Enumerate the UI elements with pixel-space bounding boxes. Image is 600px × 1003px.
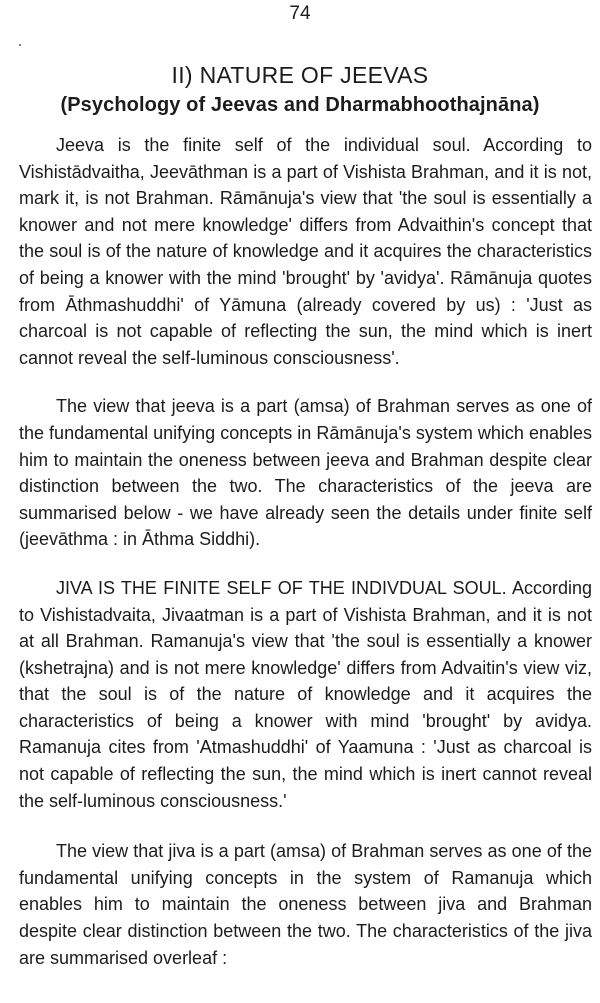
paragraph-1: Jeeva is the finite self of the individual soul. According to Vishistādvaitha, Jeevāthman is a part of Vishista Brahman, and it is not, mark it, is not Brahman. Rāmānuja's view that 'the soul is essentially a knower and not mere knowledge' differs from Advaithin's concept that the soul is of the nature of knowledge and it acquires the characteristics of being a knower with the mind 'brought' by 'avidya'. Rāmānuja quotes from Āthmashuddhi' of Yāmuna (already covered by us) : 'Just as charcoal is not capable of reflecting the sun, the mind which is inert cannot reveal the self-luminous consciousness'. <box>19 135 592 368</box>
paragraph-4: The view that jiva is a part (amsa) of Brahman serves as one of the fundamental unifying concepts in the system of Ramanuja which enables him to maintain the oneness between jiva and Brahman despite clear distinction between the two. The characteristics of the jiva are summarised overleaf : <box>19 841 592 968</box>
page-number: 74 <box>289 3 311 24</box>
paragraph-2: The view that jeeva is a part (amsa) of Brahman serves as one of the fundamental unifying concepts in Rāmānuja's system which enables him to maintain the oneness between jeeva and Brahman despite clear distinction between the two. The characteristics of the jeeva are summarised below - we have already seen the details under finite self (jeevāthma : in Āthma Siddhi). <box>19 396 592 550</box>
paragraph-3-body: . According to Vishistadvaita, Jivaatman is a part of Vishista Brahman, and it is not at all Brahman. Ramanuja's view that 'the soul is essentially a knower (kshetrajna) and is not mere knowledge' differs from Advaitin's view viz, that the soul is of the nature of knowledge and it acquires the characteristics of being a knower with mind 'brought' by avidya. Ramanuja cites from 'Atmashuddhi' of Yaamuna : 'Just as charcoal is not capable of reflecting the sun, the mind which is inert cannot reveal the self-luminous consciousness.' <box>19 577 592 811</box>
chapter-title: II) NATURE OF JEEVAS <box>171 62 429 88</box>
chapter-subtitle: (Psychology of Jeevas and Dharmabhoothajnāna) <box>60 94 540 116</box>
paragraph-3 <box>19 575 592 814</box>
body-text <box>19 132 592 993</box>
scan-speck <box>19 44 21 46</box>
paragraph-3-lead: JIVA IS THE FINITE SELF OF THE INDIVDUAL SOUL <box>56 577 502 598</box>
